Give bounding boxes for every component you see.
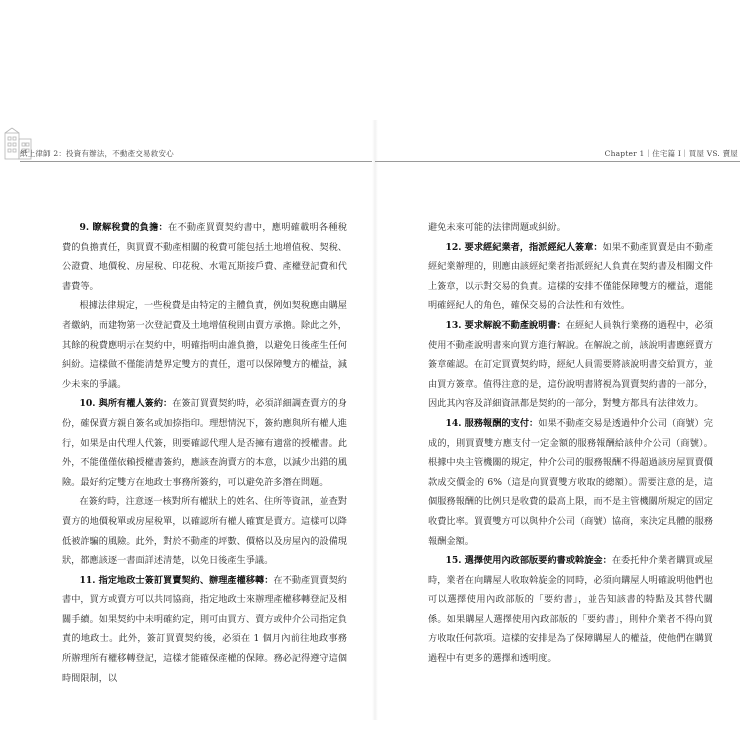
paragraph-text: 在經紀人員執行業務的過程中，必須使用不動產說明書來向買方進行解說。在解說之前，該說明書應經賣方簽章確認。在訂定買賣契約時，經紀人員需要將該說明書交給買方，並由買方簽章。值得注意的是，這份說明書將視為買賣契約書的一部分，因此其內容及詳細資訊都是契約的一部分，對雙方都具有法律效力。 bbox=[428, 319, 713, 410]
paragraph-text: 在委托仲介業者購買或屋時，業者在向購屋人收取斡旋金的同時，必須向購屋人明確說明他們也可以選擇使用內政部版的「要約書」，並告知該書的特點及其替代關係。如果購屋人選擇使用內政部版的「要約書」，則仲介業者不得向買方收取任何款項。這樣的安排是為了保障購屋人的權益，使他們在購買過程中有更多的選擇和透明度。 bbox=[428, 555, 713, 665]
section-heading: 9. 瞭解稅費的負擔： bbox=[79, 222, 168, 233]
running-head-left: 紙上律師 2：投資有辦法，不動產交易救安心 bbox=[20, 149, 174, 158]
section-heading: 15. 選擇使用內政部版要約書或斡旋金： bbox=[445, 555, 612, 567]
right-body-text bbox=[428, 218, 713, 669]
section-heading: 14. 服務報酬的支付： bbox=[445, 417, 539, 429]
section-14-paragraph bbox=[428, 414, 713, 551]
header-rule bbox=[20, 161, 372, 162]
paragraph-text: 在不動產買賣契約書中，應明確載明各種稅費的負擔責任，與買賣不動產相關的稅費可能包括土地增值稅、契稅、公證費、地價稅、房屋稅、印花稅、水電瓦斯接戶費、產權登記費和代書費等。 bbox=[62, 222, 347, 292]
section-heading: 12. 要求經紀業者，指派經紀人簽章： bbox=[445, 241, 603, 253]
left-body-text bbox=[62, 218, 347, 688]
section-heading: 10. 與所有權人簽約： bbox=[79, 398, 173, 410]
section-12-paragraph bbox=[428, 238, 713, 316]
paragraph-text: 在簽訂買賣契約時，必須詳細調查賣方的身份，確保賣方親自簽名或加捺指印。理想情況下，簽約應與所有權人進行，如果是由代理人代簽，則要確認代理人是否擁有適當的授權書。此外，不能僅僅依賴授權書簽約，應該查詢賣方的本意，以減少出錯的風險。最好約定雙方在地政士事務所簽約，可以避免許多潛在問題。 bbox=[62, 398, 347, 488]
section-heading: 11. 指定地政士簽訂買賣契約、辦理產權移轉： bbox=[79, 574, 274, 586]
body-paragraph: 根據法律規定，一些稅費是由特定的主體負責，例如契稅應由購屋者繳納，而建物第一次登記費及土地增值稅則由賣方承擔。除此之外，其餘的稅費應明示在契約中，明確指明由誰負擔，以避免日後產生任何糾紛。這樣做不僅能清楚界定雙方的責任，還可以保障雙方的權益，減少未來的爭議。 bbox=[62, 300, 347, 390]
right-page bbox=[375, 0, 750, 750]
section-9-paragraph bbox=[62, 218, 347, 296]
section-13-paragraph bbox=[428, 316, 713, 414]
continued-paragraph: 避免未來可能的法律問題或糾紛。 bbox=[428, 222, 566, 233]
paragraph-text: 在不動產買賣契約書中，買方或賣方可以共同協商，指定地政士來辦理產權移轉登記及相關手續。如果契約中未明確約定，則可由買方、賣方或仲介公司指定負責的地政士。此外，簽訂買賣契約後，必須在 1 個月內前往地政事務所辦理所有權移轉登記，這樣才能確保產權的保障。務必記得遵守這個時間限制，以 bbox=[62, 574, 347, 684]
section-15-paragraph bbox=[428, 551, 713, 669]
section-11-paragraph bbox=[62, 571, 347, 689]
header-rule bbox=[375, 161, 740, 162]
body-paragraph: 在簽約時，注意逐一核對所有權狀上的姓名、住所等資訊，並查對賣方的地價稅單或房屋稅單，以確認所有權人確實是賣方。這樣可以降低被詐騙的風險。此外，對於不動產的坪數、價格以及房屋內的設備現狀，都應該逐一書面詳述清楚，以免日後產生爭議。 bbox=[62, 496, 347, 567]
section-heading: 13. 要求解說不動產說明書： bbox=[445, 319, 566, 331]
running-head-right: Chapter 1｜住宅篇 I｜買屋 VS. 賣屋 bbox=[604, 149, 738, 158]
section-10-paragraph bbox=[62, 394, 347, 492]
paragraph-text: 如果不動產交易是透過仲介公司（商號）完成的，則買賣雙方應支付一定金額的服務報酬給該仲介公司（商號）。根據中央主管機關的規定，仲介公司的服務報酬不得超過該房屋買賣價款成交價金的 6%（這是向買賣雙方收取的總額）。需要注意的是，這個服務報酬的比例只是收費的最高上限，而不是主管機關所規定的固定收費比率。買賣雙方可以與仲介公司（商號）協商，來決定具體的服務報酬金額。 bbox=[428, 417, 713, 547]
paragraph-text: 如果不動產買賣是由不動產經紀業辦理的，則應由該經紀業者指派經紀人負責在契約書及相關文件上簽章，以示對交易的負責。這樣的安排不僅能保障雙方的權益，還能明確經紀人的角色，確保交易的合法性和有效性。 bbox=[428, 241, 714, 312]
